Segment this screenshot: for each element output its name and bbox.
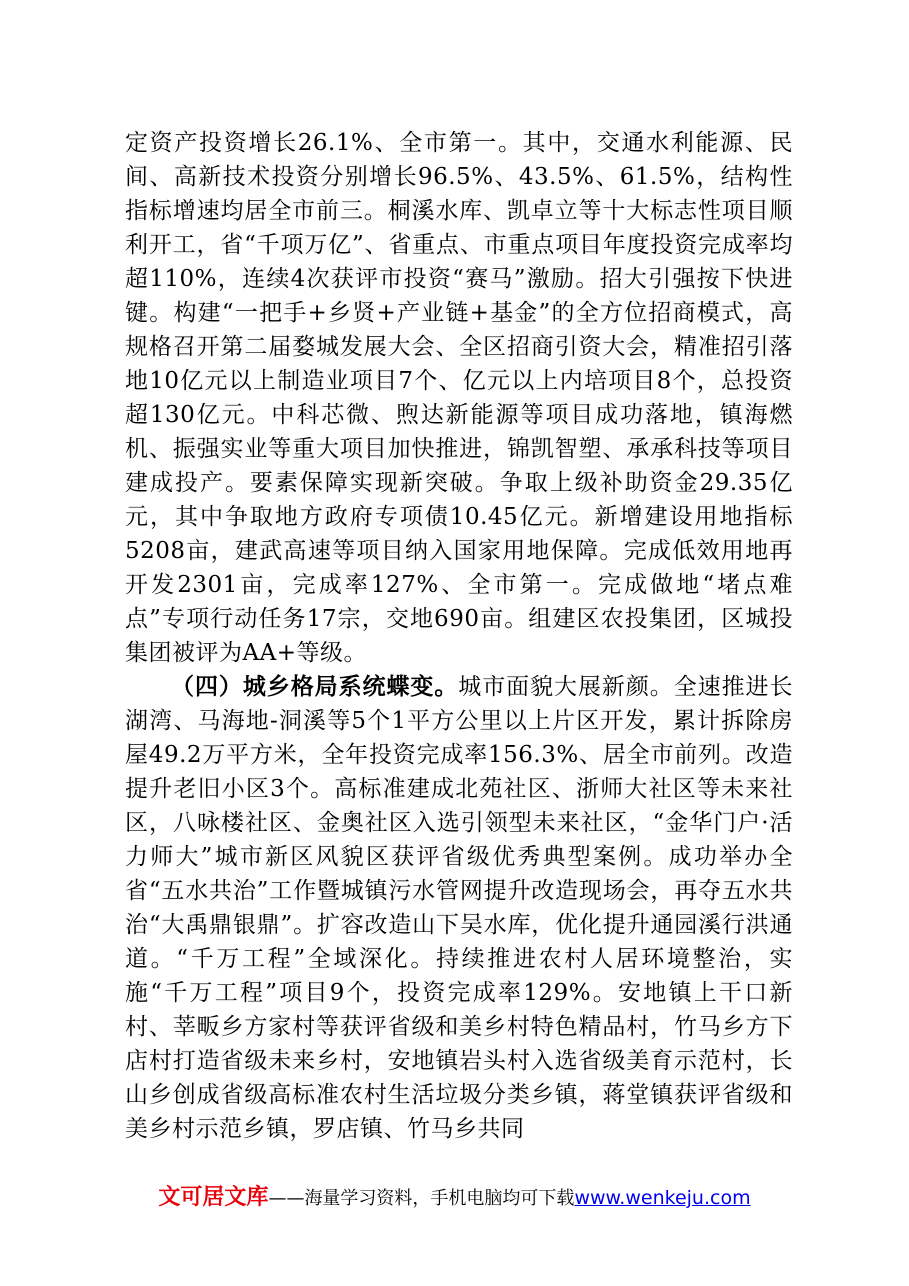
section-heading: （四）城乡格局系统蝶变。: [171, 673, 459, 700]
paragraph: [125, 670, 793, 1146]
paragraph-body: 城市面貌大展新颜。全速推进长湖湾、马海地-洞溪等5个1平方公里以上片区开发，累计拆除房屋49.2万平方米，全年投资完成率156.3%、居全市前列。改造提升老旧小区3个。高标准建成北苑社区、浙师大社区等未来社区，八咏楼社区、金奥社区入选引领型未来社区，“金华门户·活力师大”城市新区风貌区获评省级优秀典型案例。成功举办全省“五水共治”工作暨城镇污水管网提升改造现场会，再夺五水共治“大禹鼎银鼎”。扩容改造山下吴水库，优化提升通园溪行洪通道。“千万工程”全域深化。持续推进农村人居环境整治，实施“千万工程”项目9个，投资完成率129%。安地镇上干口新村、莘畈乡方家村等获评省级和美乡村特色精品村，竹马乡方下店村打造省级未来乡村，安地镇岩头村入选省级美育示范村，长山乡创成省级高标准农村生活垃圾分类乡镇，蒋堂镇获评省级和美乡村示范乡镇，罗店镇、竹马乡共同: [125, 674, 794, 1142]
footer-link[interactable]: www.wenkeju.com: [574, 1187, 751, 1209]
footer-slogan: ——海量学习资料，手机电脑均可下载: [268, 1188, 575, 1209]
footer-brand: 文可居文库: [158, 1185, 269, 1210]
document-body: [125, 126, 793, 1146]
footer-banner: [0, 1180, 909, 1211]
paragraph: 定资产投资增长26.1%、全市第一。其中，交通水利能源、民间、高新技术投资分别增长96.5%、43.5%、61.5%，结构性指标增速均居全市前三。桐溪水库、凯卓立等十大标志性项目顺利开工，省“千项万亿”、省重点、市重点项目年度投资完成率均超110%，连续4次获评市投资“赛马”激励。招大引强按下快进键。构建“一把手+乡贤+产业链+基金”的全方位招商模式，高规格召开第二届婺城发展大会、全区招商引资大会，精准招引落地10亿元以上制造业项目7个、亿元以上内培项目8个，总投资超130亿元。中科芯微、煦达新能源等项目成功落地，镇海燃机、振强实业等重大项目加快推进，锦凯智塑、承承科技等项目建成投产。要素保障实现新突破。争取上级补助资金29.35亿元，其中争取地方政府专项债10.45亿元。新增建设用地指标5208亩，建武高速等项目纳入国家用地保障。完成低效用地再开发2301亩，完成率127%、全市第一。完成做地“堵点难点”专项行动任务17宗，交地690亩。组建区农投集团，区城投集团被评为AA+等级。: [125, 130, 793, 666]
